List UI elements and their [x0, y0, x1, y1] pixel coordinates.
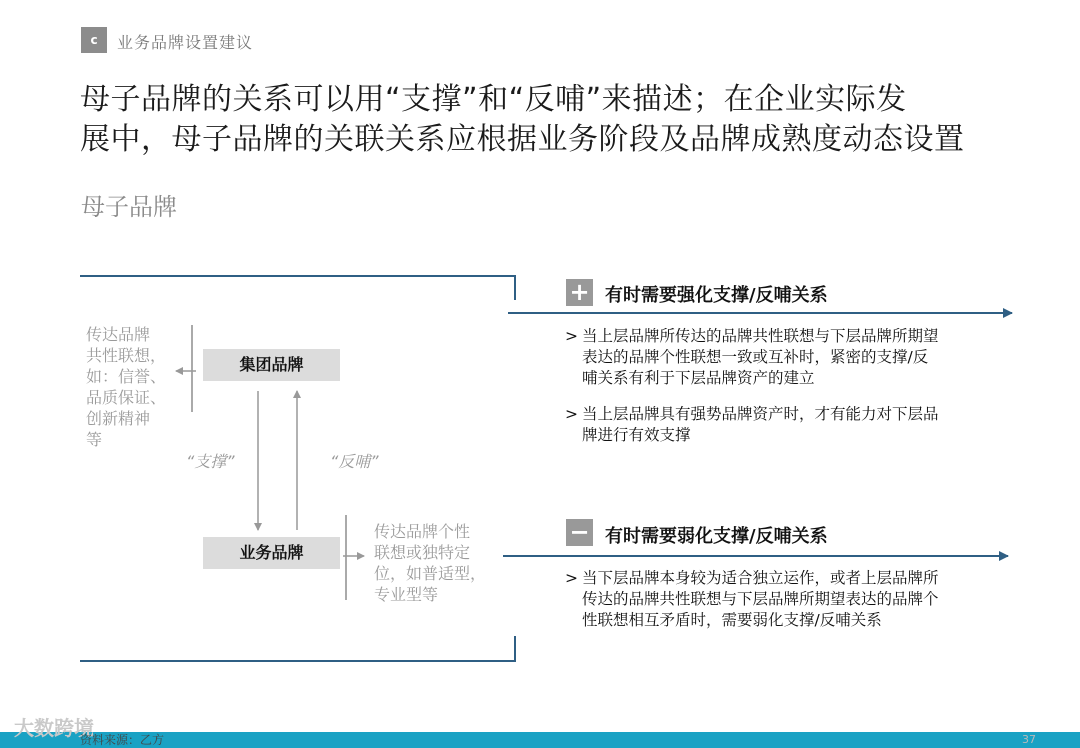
bullet-line: 当上层品牌所传达的品牌共性联想与下层品牌所期望: [582, 327, 939, 345]
bullet-item: [565, 326, 1002, 389]
bullet-marker: >: [565, 327, 578, 345]
business-desc-line: 专业型等: [374, 585, 439, 604]
bullet-marker: >: [565, 405, 578, 423]
business-brand-box: 业务品牌: [203, 537, 340, 569]
bullet-line: 哺关系有利于下层品牌资产的建立: [582, 369, 815, 387]
section-title-weaken: 有时需要弱化支撑/反哺关系: [605, 526, 828, 547]
title-line-1: 母子品牌的关系可以用“支撑”和“反哺”来描述；在企业实际发: [80, 82, 907, 117]
business-desc-line: 传达品牌个性: [374, 522, 471, 541]
group-desc-line: 共性联想，: [86, 346, 167, 365]
minus-icon: −: [566, 519, 593, 546]
title-line-2: 展中，母子品牌的关联关系应根据业务阶段及品牌成熟度动态设置: [80, 122, 965, 157]
page-number: 37: [1022, 733, 1036, 746]
group-desc-line: 品质保证、: [86, 388, 167, 407]
bullet-line: 牌进行有效支撑: [582, 426, 691, 444]
bullet-line: 当下层品牌本身较为适合独立运作，或者上层品牌所: [582, 569, 939, 587]
group-desc-line: 创新精神: [86, 409, 151, 428]
bullet-line: 传达的品牌共性联想与下层品牌所期望表达的品牌个: [582, 590, 939, 608]
watermark-logo: 大数跨境: [14, 716, 94, 740]
business-desc-line: 联想或独特定: [374, 543, 471, 562]
section-title-strengthen: 有时需要强化支撑/反哺关系: [605, 285, 828, 306]
bullet-item: [565, 568, 1002, 631]
bullet-line: 当上层品牌具有强势品牌资产时，才有能力对下层品: [582, 405, 939, 423]
section-tag-icon: c: [81, 27, 107, 53]
group-desc-line: 如：信誉、: [86, 367, 167, 386]
group-desc-line: 传达品牌: [86, 325, 151, 344]
page-subtitle: 母子品牌: [81, 193, 177, 221]
support-label: “支撑”: [186, 452, 235, 471]
feedback-label: “反哺”: [330, 452, 379, 471]
bullet-marker: >: [565, 569, 578, 587]
source-note: 资料来源：乙方: [80, 733, 165, 747]
plus-icon: +: [566, 279, 593, 306]
bullet-line: 性联想相互矛盾时，需要弱化支撑/反哺关系: [582, 611, 882, 629]
bullet-line: 表达的品牌个性联想一致或互补时，紧密的支撑/反: [582, 348, 929, 366]
group-brand-box: 集团品牌: [203, 349, 340, 381]
business-brand-desc: [374, 521, 486, 605]
bullet-item: [565, 404, 1002, 446]
group-brand-desc: [86, 324, 166, 450]
business-desc-line: 位，如普适型，: [374, 564, 487, 583]
group-desc-line: 等: [86, 430, 103, 449]
outer-bracket-line: [80, 276, 515, 300]
outer-bracket-bottom: [80, 636, 515, 661]
section-tag-label: 业务品牌设置建议: [117, 33, 254, 52]
